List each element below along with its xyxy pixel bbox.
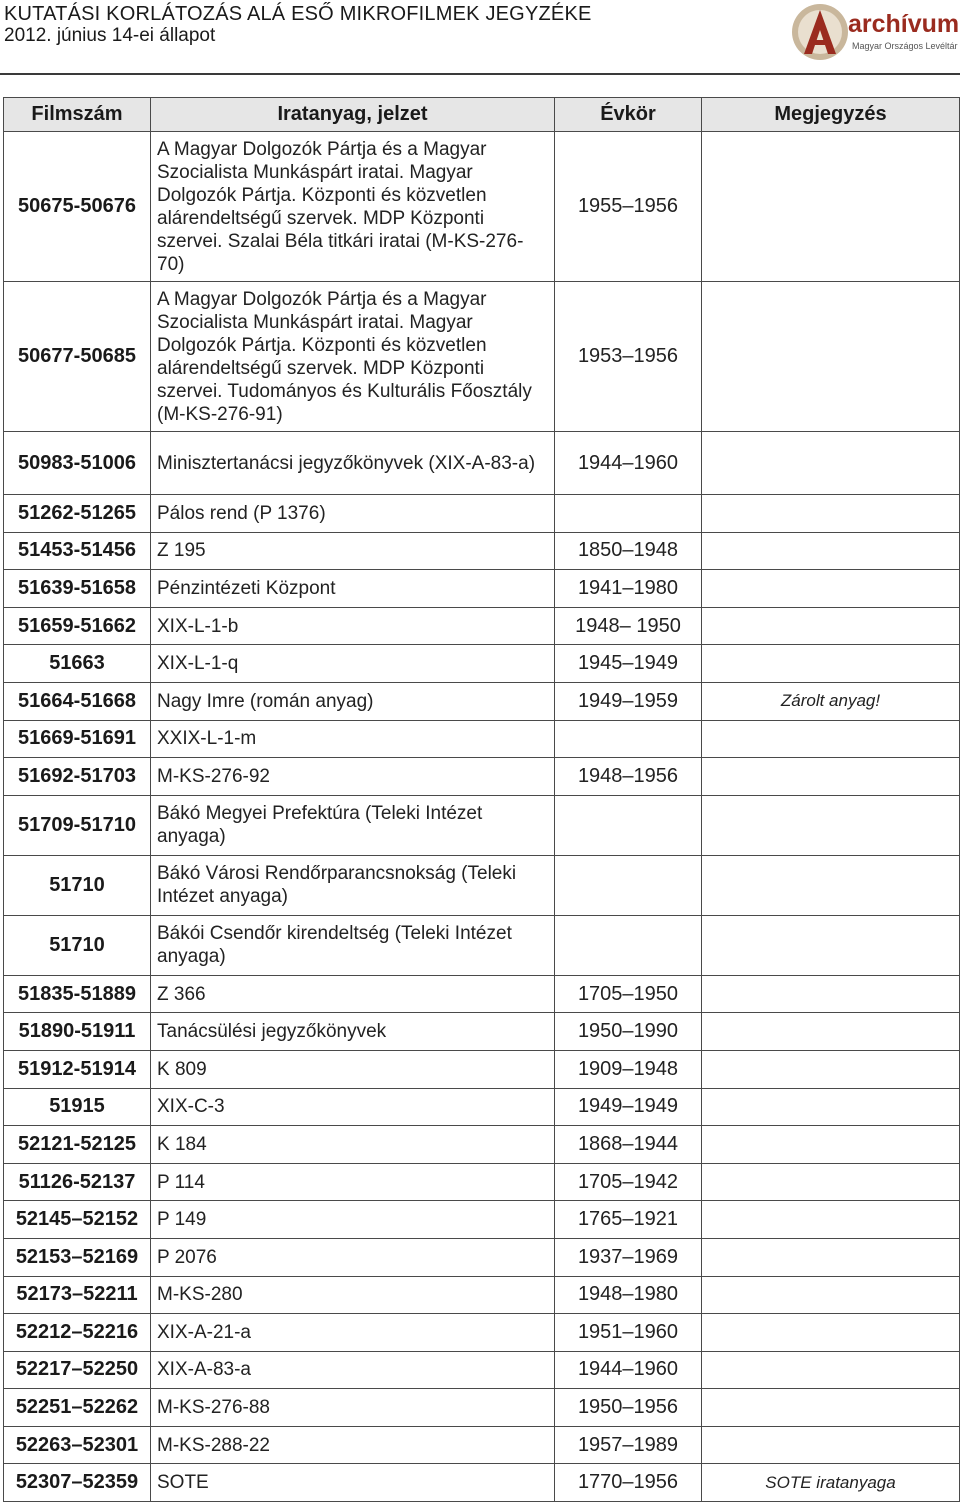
- note-cell: [702, 1276, 960, 1314]
- year-range-cell: 1944–1960: [555, 1351, 702, 1389]
- note-cell: [702, 1426, 960, 1464]
- document-cell: XIX-L-1-b: [151, 607, 555, 645]
- document-cell: XXIX-L-1-m: [151, 720, 555, 758]
- film-number-cell: 51659-51662: [4, 607, 151, 645]
- column-header-note: Megjegyzés: [702, 98, 960, 132]
- document-cell: A Magyar Dolgozók Pártja és a Magyar Szocialista Munkáspárt iratai. Magyar Dolgozók Pártja. Központi és közvetlen alárendeltségű szervek. MDP Központi szervei. Szalai Béla titkári iratai (M-KS-276-70): [151, 132, 555, 282]
- note-cell: [702, 1351, 960, 1389]
- note-cell: [702, 432, 960, 495]
- archivum-logo: [790, 2, 960, 62]
- year-range-cell: 1705–1950: [555, 975, 702, 1013]
- year-range-cell: 1948–1956: [555, 758, 702, 796]
- table-row: [4, 1013, 960, 1051]
- document-cell: Minisztertanácsi jegyzőkönyvek (XIX-A-83-a): [151, 432, 555, 495]
- note-cell: [702, 1163, 960, 1201]
- film-number-cell: 51915: [4, 1088, 151, 1126]
- document-cell: SOTE: [151, 1464, 555, 1502]
- note-cell: [702, 1050, 960, 1088]
- note-cell: Zárolt anyag!: [702, 682, 960, 720]
- document-cell: Pénzintézeti Központ: [151, 570, 555, 608]
- table-row: [4, 607, 960, 645]
- table-row: [4, 1088, 960, 1126]
- column-header-years: Évkör: [555, 98, 702, 132]
- page-header: [0, 0, 960, 80]
- document-cell: Z 195: [151, 532, 555, 570]
- table-row: [4, 1314, 960, 1352]
- note-cell: [702, 758, 960, 796]
- document-cell: XIX-C-3: [151, 1088, 555, 1126]
- table-row: [4, 432, 960, 495]
- header-divider: [0, 73, 960, 75]
- document-title: KUTATÁSI KORLÁTOZÁS ALÁ ESŐ MIKROFILMEK JEGYZÉKE: [4, 3, 592, 25]
- table-row: [4, 570, 960, 608]
- document-cell: Z 366: [151, 975, 555, 1013]
- film-number-cell: 52145–52152: [4, 1201, 151, 1239]
- document-cell: M-KS-280: [151, 1276, 555, 1314]
- year-range-cell: 1909–1948: [555, 1050, 702, 1088]
- year-range-cell: 1937–1969: [555, 1238, 702, 1276]
- table-row: [4, 1426, 960, 1464]
- year-range-cell: 1950–1956: [555, 1389, 702, 1427]
- year-range-cell: 1957–1989: [555, 1426, 702, 1464]
- year-range-cell: [555, 855, 702, 915]
- film-number-cell: 52212–52216: [4, 1314, 151, 1352]
- document-cell: Tanácsülési jegyzőkönyvek: [151, 1013, 555, 1051]
- note-cell: [702, 855, 960, 915]
- note-cell: [702, 1389, 960, 1427]
- year-range-cell: 1949–1959: [555, 682, 702, 720]
- film-number-cell: 52307–52359: [4, 1464, 151, 1502]
- document-cell: M-KS-276-88: [151, 1389, 555, 1427]
- note-cell: [702, 645, 960, 683]
- year-range-cell: [555, 915, 702, 975]
- film-number-cell: 51912-51914: [4, 1050, 151, 1088]
- table-row: [4, 132, 960, 282]
- document-cell: Bákó Megyei Prefektúra (Teleki Intézet anyaga): [151, 795, 555, 855]
- note-cell: [702, 132, 960, 282]
- film-number-cell: 51709-51710: [4, 795, 151, 855]
- table-row: [4, 645, 960, 683]
- film-number-cell: 50983-51006: [4, 432, 151, 495]
- logo-wordmark: archívum: [848, 10, 960, 38]
- year-range-cell: 1705–1942: [555, 1163, 702, 1201]
- year-range-cell: 1949–1949: [555, 1088, 702, 1126]
- film-number-cell: 51710: [4, 855, 151, 915]
- note-cell: [702, 607, 960, 645]
- table-row: [4, 1464, 960, 1502]
- document-cell: Bákói Csendőr kirendeltség (Teleki Intézet anyaga): [151, 915, 555, 975]
- document-cell: K 809: [151, 1050, 555, 1088]
- note-cell: [702, 1126, 960, 1164]
- film-number-cell: 51126-52137: [4, 1163, 151, 1201]
- note-cell: [702, 1201, 960, 1239]
- film-number-cell: 51639-51658: [4, 570, 151, 608]
- year-range-cell: 1770–1956: [555, 1464, 702, 1502]
- microfilm-table: [3, 97, 960, 1502]
- year-range-cell: 1953–1956: [555, 282, 702, 432]
- table-row: [4, 1163, 960, 1201]
- note-cell: [702, 1314, 960, 1352]
- note-cell: [702, 1238, 960, 1276]
- column-header-film: Filmszám: [4, 98, 151, 132]
- table-row: [4, 1351, 960, 1389]
- note-cell: [702, 795, 960, 855]
- document-cell: Bákó Városi Rendőrparancsnokság (Teleki Intézet anyaga): [151, 855, 555, 915]
- table-row: [4, 682, 960, 720]
- table-row: [4, 915, 960, 975]
- document-cell: P 114: [151, 1163, 555, 1201]
- year-range-cell: 1955–1956: [555, 132, 702, 282]
- table-row: [4, 1276, 960, 1314]
- film-number-cell: 51663: [4, 645, 151, 683]
- table-row: [4, 532, 960, 570]
- film-number-cell: 52173–52211: [4, 1276, 151, 1314]
- document-cell: A Magyar Dolgozók Pártja és a Magyar Szocialista Munkáspárt iratai. Magyar Dolgozók Pártja. Központi és közvetlen alárendeltségű szervek. MDP Központi szervei. Tudományos és Kulturális Főosztály (M-KS-276-91): [151, 282, 555, 432]
- document-date: 2012. június 14-ei állapot: [4, 25, 216, 46]
- year-range-cell: 1944–1960: [555, 432, 702, 495]
- table-row: [4, 1050, 960, 1088]
- document-cell: XIX-A-21-a: [151, 1314, 555, 1352]
- film-number-cell: 50675-50676: [4, 132, 151, 282]
- document-cell: Pálos rend (P 1376): [151, 495, 555, 533]
- film-number-cell: 51710: [4, 915, 151, 975]
- year-range-cell: 1948– 1950: [555, 607, 702, 645]
- year-range-cell: 1950–1990: [555, 1013, 702, 1051]
- table-row: [4, 1201, 960, 1239]
- table-header-row: [4, 98, 960, 132]
- note-cell: [702, 1088, 960, 1126]
- film-number-cell: 50677-50685: [4, 282, 151, 432]
- film-number-cell: 52251–52262: [4, 1389, 151, 1427]
- document-cell: P 2076: [151, 1238, 555, 1276]
- table-row: [4, 495, 960, 533]
- note-cell: [702, 975, 960, 1013]
- film-number-cell: 51262-51265: [4, 495, 151, 533]
- note-cell: [702, 915, 960, 975]
- document-cell: XIX-L-1-q: [151, 645, 555, 683]
- table-row: [4, 1238, 960, 1276]
- film-number-cell: 51669-51691: [4, 720, 151, 758]
- year-range-cell: [555, 795, 702, 855]
- film-number-cell: 51692-51703: [4, 758, 151, 796]
- note-cell: [702, 282, 960, 432]
- year-range-cell: 1948–1980: [555, 1276, 702, 1314]
- column-header-document: Iratanyag, jelzet: [151, 98, 555, 132]
- year-range-cell: 1951–1960: [555, 1314, 702, 1352]
- logo-subtitle: Magyar Országos Levéltár: [852, 41, 958, 51]
- note-cell: [702, 720, 960, 758]
- table-row: [4, 975, 960, 1013]
- table-row: [4, 1389, 960, 1427]
- document-cell: XIX-A-83-a: [151, 1351, 555, 1389]
- film-number-cell: 52263–52301: [4, 1426, 151, 1464]
- year-range-cell: [555, 720, 702, 758]
- table-row: [4, 720, 960, 758]
- note-cell: [702, 570, 960, 608]
- table-row: [4, 855, 960, 915]
- film-number-cell: 52153–52169: [4, 1238, 151, 1276]
- note-cell: [702, 1013, 960, 1051]
- film-number-cell: 52217–52250: [4, 1351, 151, 1389]
- note-cell: [702, 532, 960, 570]
- document-cell: M-KS-276-92: [151, 758, 555, 796]
- year-range-cell: 1941–1980: [555, 570, 702, 608]
- document-cell: K 184: [151, 1126, 555, 1164]
- document-cell: Nagy Imre (román anyag): [151, 682, 555, 720]
- film-number-cell: 51890-51911: [4, 1013, 151, 1051]
- table-row: [4, 282, 960, 432]
- archive-emblem-icon: [790, 2, 850, 62]
- film-number-cell: 51664-51668: [4, 682, 151, 720]
- year-range-cell: 1945–1949: [555, 645, 702, 683]
- document-cell: M-KS-288-22: [151, 1426, 555, 1464]
- film-number-cell: 51453-51456: [4, 532, 151, 570]
- film-number-cell: 52121-52125: [4, 1126, 151, 1164]
- year-range-cell: 1850–1948: [555, 532, 702, 570]
- document-cell: P 149: [151, 1201, 555, 1239]
- year-range-cell: 1868–1944: [555, 1126, 702, 1164]
- film-number-cell: 51835-51889: [4, 975, 151, 1013]
- year-range-cell: [555, 495, 702, 533]
- note-cell: SOTE iratanyaga: [702, 1464, 960, 1502]
- note-cell: [702, 495, 960, 533]
- table-row: [4, 1126, 960, 1164]
- year-range-cell: 1765–1921: [555, 1201, 702, 1239]
- table-row: [4, 795, 960, 855]
- table-row: [4, 758, 960, 796]
